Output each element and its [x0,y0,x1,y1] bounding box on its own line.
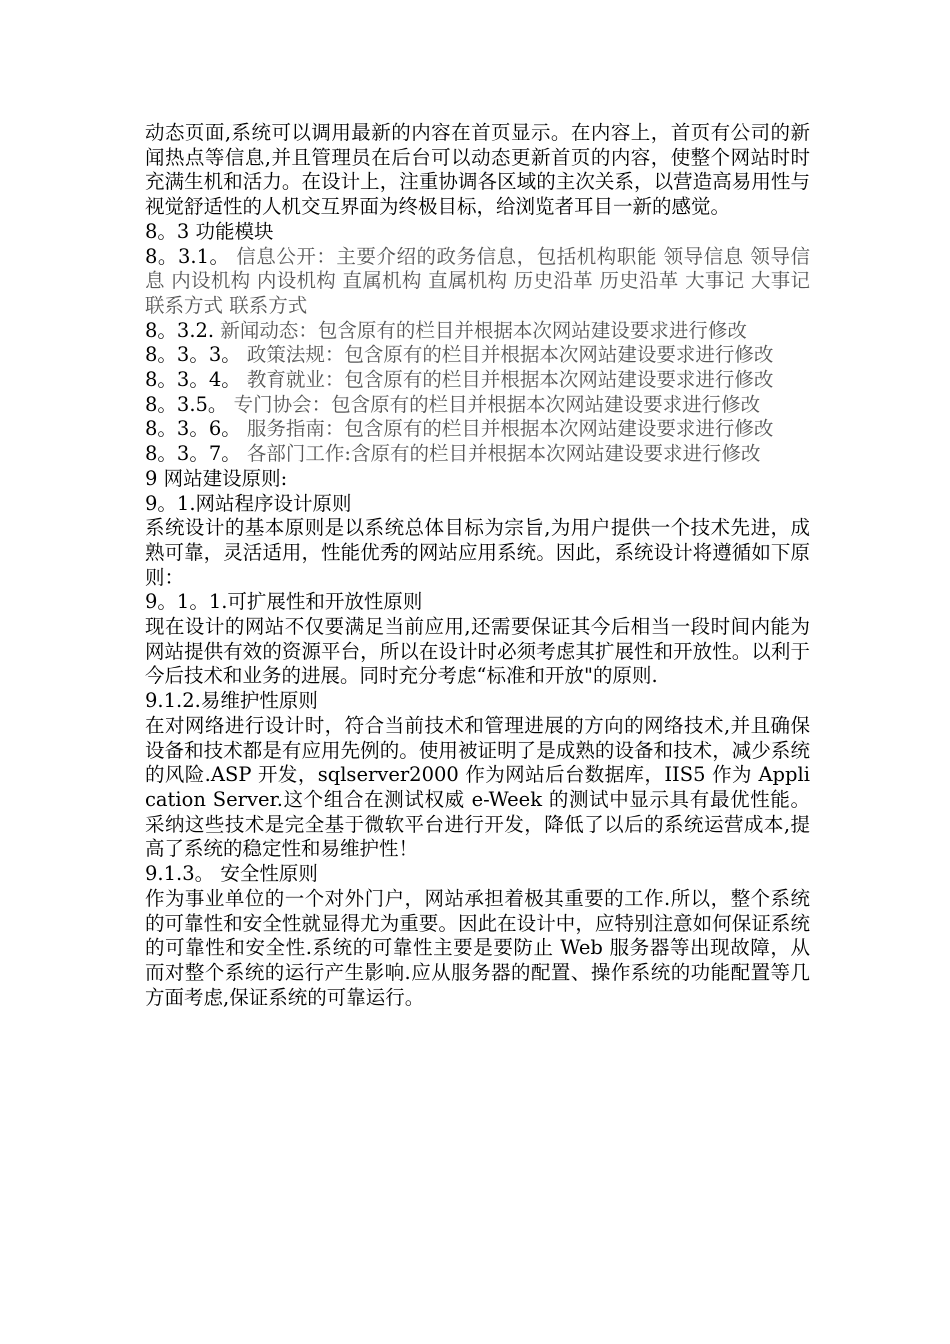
document-page [145,121,810,1010]
item-8-3-1 [145,245,810,319]
item-number: 8。3。4。 [145,368,247,392]
item-number: 8。3。6。 [145,417,247,441]
item-number: 8。3。3。 [145,343,247,367]
item-text: 教育就业：包含原有的栏目并根据本次网站建设要求进行修改 [246,368,774,392]
item-text: 政策法规：包含原有的栏目并根据本次网站建设要求进行修改 [246,343,774,367]
item-8-3-2 [145,319,810,344]
item-8-3-7 [145,442,810,467]
section-heading-9-1: 9。1.网站程序设计原则 [145,491,352,515]
item-number: 8。3.1。 [145,244,237,268]
item-text: 专门协会：包含原有的栏目并根据本次网站建设要求进行修改 [233,392,761,416]
item-number: 8。3.5。 [145,392,234,416]
intro-paragraph: 动态页面,系统可以调用最新的内容在首页显示。在内容上，首页有公司的新闻热点等信息,并且管理员在后台可以动态更新首页的内容，使整个网站时时充满生机和活力。在设计上，注重协调各区域的主次关系，以营造高易用性与视觉舒适性的人机交互界面为终极目标，给浏览者耳目一新的感觉。 [145,121,810,219]
item-text: 服务指南：包含原有的栏目并根据本次网站建设要求进行修改 [246,417,774,441]
section-heading-9-1-3: 9.1.3。 安全性原则 [145,862,318,886]
item-8-3-5 [145,393,810,418]
item-number: 8。3.2. [145,318,221,342]
section-heading-8-3: 8。3 功能模块 [145,219,274,243]
item-number: 8。3。7。 [145,442,247,466]
section-heading-9-1-1: 9。1。1.可扩展性和开放性原则 [145,590,423,614]
item-text: 各部门工作:含原有的栏目并根据本次网站建设要求进行修改 [246,442,761,466]
item-text: 新闻动态：包含原有的栏目并根据本次网站建设要求进行修改 [220,318,747,342]
body-paragraph: 作为事业单位的一个对外门户，网站承担着极其重要的工作.所以，整个系统的可靠性和安全性就显得尤为重要。因此在设计中，应特别注意如何保证系统的可靠性和安全性.系统的可靠性主要是要防止 Web 服务器等出现故障，从而对整个系统的运行产生影响.应从服务器的配置、操作系统的功能配置等几方面考虑,保证系统的可靠运行。 [145,886,810,1009]
body-paragraph: 系统设计的基本原则是以系统总体目标为宗旨,为用户提供一个技术先进，成熟可靠，灵活适用，性能优秀的网站应用系统。因此，系统设计将遵循如下原则： [145,516,810,589]
item-8-3-3 [145,343,810,368]
item-text: 信息公开：主要介绍的政务信息，包括机构职能 领导信息 领导信息 内设机构 内设机构 直属机构 直属机构 历史沿革 历史沿革 大事记 大事记 联系方式 联系方式 [145,244,810,317]
body-paragraph: 在对网络进行设计时，符合当前技术和管理进展的方向的网络技术,并且确保设备和技术都是有应用先例的。使用被证明了是成熟的设备和技术，减少系统的风险.ASP 开发，sqlserver2000 作为网站后台数据库，IIS5 作为 Application Server.这个组合在测试权威 e-Week 的测试中显示具有最优性能。采纳这些技术是完全基于微软平台进行开发，降低了以后的系统运营成本,提高了系统的稳定性和易维护性！ [145,713,810,861]
body-paragraph: 现在设计的网站不仅要满足当前应用,还需要保证其今后相当一段时间内能为网站提供有效的资源平台，所以在设计时必须考虑其扩展性和开放性。以利于今后技术和业务的进展。同时充分考虑“标准和开放"的原则. [145,615,810,688]
item-8-3-4 [145,368,810,393]
section-heading-9-1-2: 9.1.2.易维护性原则 [145,689,318,713]
section-heading-9: 9 网站建设原则: [145,466,288,490]
item-8-3-6 [145,417,810,442]
